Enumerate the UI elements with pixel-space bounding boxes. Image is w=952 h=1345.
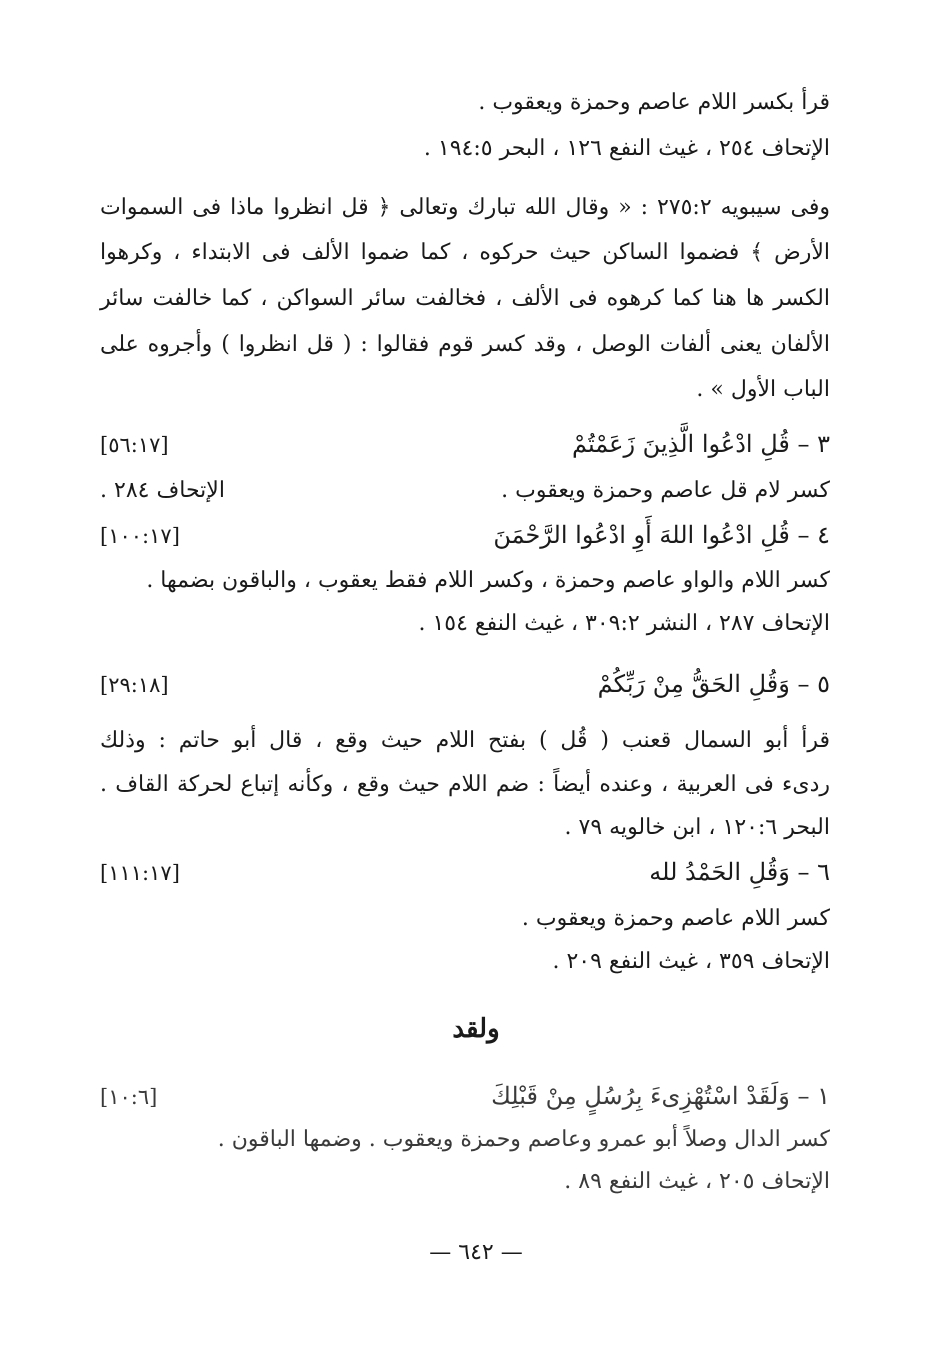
verse-entry <box>100 519 830 551</box>
verse-entry <box>100 428 830 460</box>
verse-reference: [١٠:٦] <box>100 1085 158 1109</box>
verse-text: ٤ – قُلِ ادْعُوا اللهَ أَوِ ادْعُوا الرَّحْمَنَ <box>493 521 830 549</box>
verse-text: ١ – وَلَقَدْ اسْتُهْزِىءَ بِرُسُلٍ مِنْ قَبْلِكَ <box>491 1082 830 1110</box>
note-text: كسر لام قل عاصم وحمزة ويعقوب . <box>501 478 830 503</box>
note-reference: الإتحاف ٣٥٩ ، غيث النفع ٢٠٩ . <box>552 949 830 974</box>
quote-line: الأرض ﴾ فضموا الساكن حيث حركوه ، كما ضموا الألف فى الابتداء ، وكرهوا <box>100 240 830 265</box>
note-line: قرأ أبو السمال قعنب ( قُل ) بفتح اللام حيث وقع ، قال أبو حاتم : وذلك <box>100 728 830 753</box>
text-line: قرأ بكسر اللام عاصم وحمزة ويعقوب . <box>478 90 830 115</box>
verse-reference: [٢٩:١٨] <box>100 673 169 697</box>
reference-line: الإتحاف ٢٥٤ ، غيث النفع ١٢٦ ، البحر ١٩٤:٥ . <box>423 136 830 161</box>
page-number: — ٦٤٢ — <box>429 1240 523 1265</box>
note-line: كسر اللام عاصم وحمزة ويعقوب . <box>521 906 830 931</box>
quote-line: الكسر ها هنا كما كرهوه فى الألف ، فخالفت سائر السواكن ، كما خالفت سائر <box>100 286 830 311</box>
note-line <box>100 476 830 506</box>
verse-reference: [٥٦:١٧] <box>100 433 169 457</box>
note-reference: البحر ١٢٠:٦ ، ابن خالويه ٧٩ . <box>564 815 830 840</box>
verse-entry <box>100 668 830 700</box>
note-line: كسر الدال وصلاً أبو عمرو وعاصم وحمزة ويعقوب . وضمها الباقون . <box>217 1127 830 1152</box>
verse-reference: [١٠٠:١٧] <box>100 524 180 548</box>
note-line: كسر اللام والواو عاصم وحمزة ، وكسر اللام فقط يعقوب ، والباقون بضمها . <box>146 568 830 593</box>
verse-text: ٥ – وَقُلِ الحَقُّ مِنْ رَبِّكُمْ <box>597 670 830 698</box>
note-reference: الإتحاف ٢٨٤ . <box>100 478 225 503</box>
quote-line: الألفان يعنى ألفات الوصل ، وقد كسر قوم فقالوا : ( قل انظروا ) وأجروه على <box>100 332 830 357</box>
verse-text: ٦ – وَقُلِ الحَمْدُ لله <box>649 858 830 886</box>
verse-entry <box>100 856 830 888</box>
quote-line: الباب الأول » . <box>696 377 830 402</box>
section-heading: ولقد <box>452 1014 500 1044</box>
note-line: ردىء فى العربية ، وعنده أيضاً : ضم اللام حيث وقع ، وكأنه إتباع لحركة القاف . <box>100 772 830 797</box>
verse-entry <box>100 1080 830 1112</box>
quote-line: وفى سيبويه ٢٧٥:٢ : « وقال الله تبارك وتعالى ﴿ قل انظروا ماذا فى السموات <box>100 195 830 220</box>
note-reference: الإتحاف ٢٠٥ ، غيث النفع ٨٩ . <box>564 1169 830 1194</box>
note-reference: الإتحاف ٢٨٧ ، النشر ٣٠٩:٢ ، غيث النفع ١٥٤ . <box>418 611 830 636</box>
verse-text: ٣ – قُلِ ادْعُوا الَّذِينَ زَعَمْتُمْ <box>572 430 830 458</box>
verse-reference: [١١١:١٧] <box>100 861 180 885</box>
